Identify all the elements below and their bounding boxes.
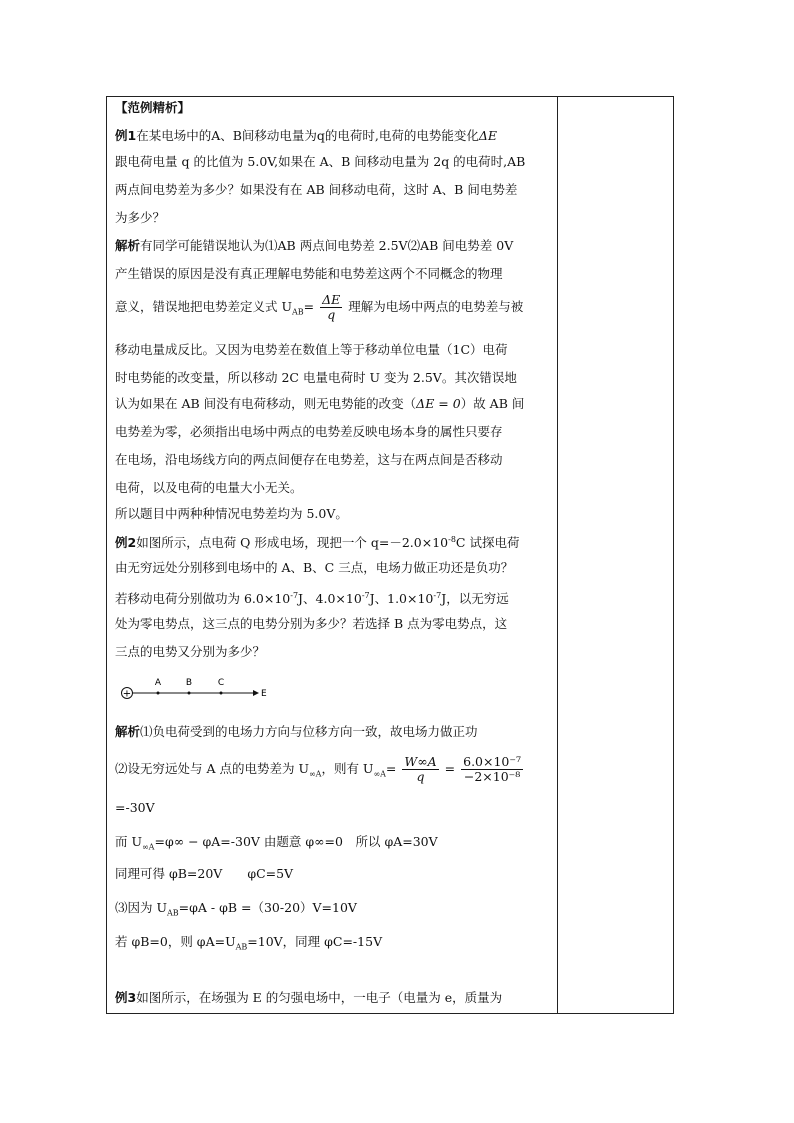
example-2-line-4: 处为零电势点，这三点的电势分别为多少？若选择 B 点为零电势点，这 <box>115 616 508 631</box>
solution-2-line-4: 而 $U_{\infty A}=\varphi\infty - \varphi A=-30V$ 由题意 φ∞=0 所以 φA=30V <box>115 834 438 852</box>
charge-sign: + <box>122 688 132 700</box>
example-2-line-1: 例2如图所示，点电荷 Q 形成电场，现把一个 $q=-2.0\times 10^{-8}C$ 试探电荷 <box>115 535 520 551</box>
solution-1-line-9: 电荷，以及电荷的电量大小无关。 <box>115 480 303 495</box>
solution-2-line-3: =-30V <box>115 800 155 815</box>
work-fraction: $\frac{W\infty A}{q}$ <box>404 754 437 784</box>
solution-2-line-1: 解析⑴负电荷受到的电场力方向与位移方向一致，故电场力做正功 <box>115 724 478 739</box>
solution-1-label: 解析 <box>115 238 141 253</box>
point-a-label: A <box>154 678 162 688</box>
delta-e-symbol: ΔE <box>478 128 498 143</box>
solution-1-line-3: 意义，错误地把电势差定义式 $U_{AB}=$ $\frac{\Delta E}{q}$ 理解为电场中两点的电势差与被 <box>115 292 524 322</box>
solution-2-line-2: ⑵设无穷远处与 A 点的电势差为 $U_{\infty A}$，则有 $U_{\infty A}=$ $\frac{W\infty A}{q}$ = $\frac{\text{6.0×10⁻⁷}}{\text{−2×10⁻⁸}}$ <box>115 754 521 784</box>
field-line-diagram <box>117 675 287 703</box>
example-1-line-3: 两点间电势差为多少？如果没有在 AB 间移动电荷，这时 A、B 间电势差 <box>115 182 518 197</box>
document-table <box>106 96 674 1014</box>
example-3-line-1: 例3如图所示，在场强为 E 的匀强电场中，一电子（电量为 e，质量为 <box>115 990 503 1005</box>
example-3-label: 例3 <box>115 990 137 1005</box>
point-b-dot <box>188 692 191 695</box>
solution-2-label: 解析 <box>115 724 141 739</box>
solution-2-line-5: 同理可得 φB=20V φC=5V <box>115 866 294 881</box>
point-c-dot <box>220 692 223 695</box>
solution-2-line-7: 若 φB=0，则 $\varphi A=U_{AB}=10V$，同理 φC=-15V <box>115 934 383 952</box>
example-2-label: 例2 <box>115 535 137 551</box>
example-1-line-4: 为多少？ <box>115 210 166 225</box>
point-b-label: B <box>185 678 193 688</box>
value-fraction: $\frac{\text{6.0×10⁻⁷}}{\text{−2×10⁻⁸}}$ <box>463 754 521 784</box>
example-1-line-1: 例1在某电场中的A、B间移动电量为q的电荷时,电荷的电势能变化ΔE <box>115 128 498 143</box>
example-2-line-3: 若移动电荷分别做功为 $6.0\times 10^{-7}J$、$4.0\times 10^{-7}J$、$1.0\times 10^{-7}J$，以无穷远 <box>115 591 509 607</box>
solution-1-line-8: 在电场，沿电场线方向的两点间便存在电势差，这与在两点间是否移动 <box>115 452 503 467</box>
field-arrowhead <box>253 690 259 696</box>
section-title: 【范例精析】 <box>115 100 191 115</box>
example-2-line-2: 由无穷远处分别移到电场中的 A、B、C 三点，电场力做正功还是负功？ <box>115 560 514 575</box>
solution-1-line-7: 电势差为零，必须指出电场中两点的电势差反映电场本身的属性只要存 <box>115 424 503 439</box>
example-1-label: 例1 <box>115 128 137 143</box>
point-c-label: C <box>217 678 225 688</box>
field-label: E <box>261 689 267 699</box>
example-2-line-5: 三点的电势又分别为多少？ <box>115 644 266 659</box>
definition-fraction: $\frac{\Delta E}{q}$ <box>322 292 341 322</box>
solution-1-line-1: 解析有同学可能错误地认为⑴AB 两点间电势差 2.5V⑵AB 间电势差 0V <box>115 238 514 253</box>
solution-1-line-6: 认为如果在 AB 间没有电荷移动，则无电势能的改变（ΔE = 0）故 AB 间 <box>115 396 525 411</box>
solution-1-line-10: 所以题目中两种种情况电势差均为 5.0V。 <box>115 506 348 521</box>
solution-2-line-6: ⑶因为 $U_{AB}=\varphi A - \varphi B =(30-20)V=10V$ <box>115 900 357 918</box>
point-a-dot <box>157 692 160 695</box>
column-divider <box>557 97 558 1013</box>
solution-1-line-2: 产生错误的原因是没有真正理解电势能和电势差这两个不同概念的物理 <box>115 266 503 281</box>
solution-1-line-5: 时电势能的改变量，所以移动 2C 电量电荷时 U 变为 2.5V。其次错误地 <box>115 370 517 385</box>
solution-1-line-4: 移动电量成反比。又因为电势差在数值上等于移动单位电量（1C）电荷 <box>115 342 508 357</box>
example-1-line-2: 跟电荷电量 q 的比值为 5.0V,如果在 A、B 间移动电量为 2q 的电荷时,AB <box>115 154 526 169</box>
